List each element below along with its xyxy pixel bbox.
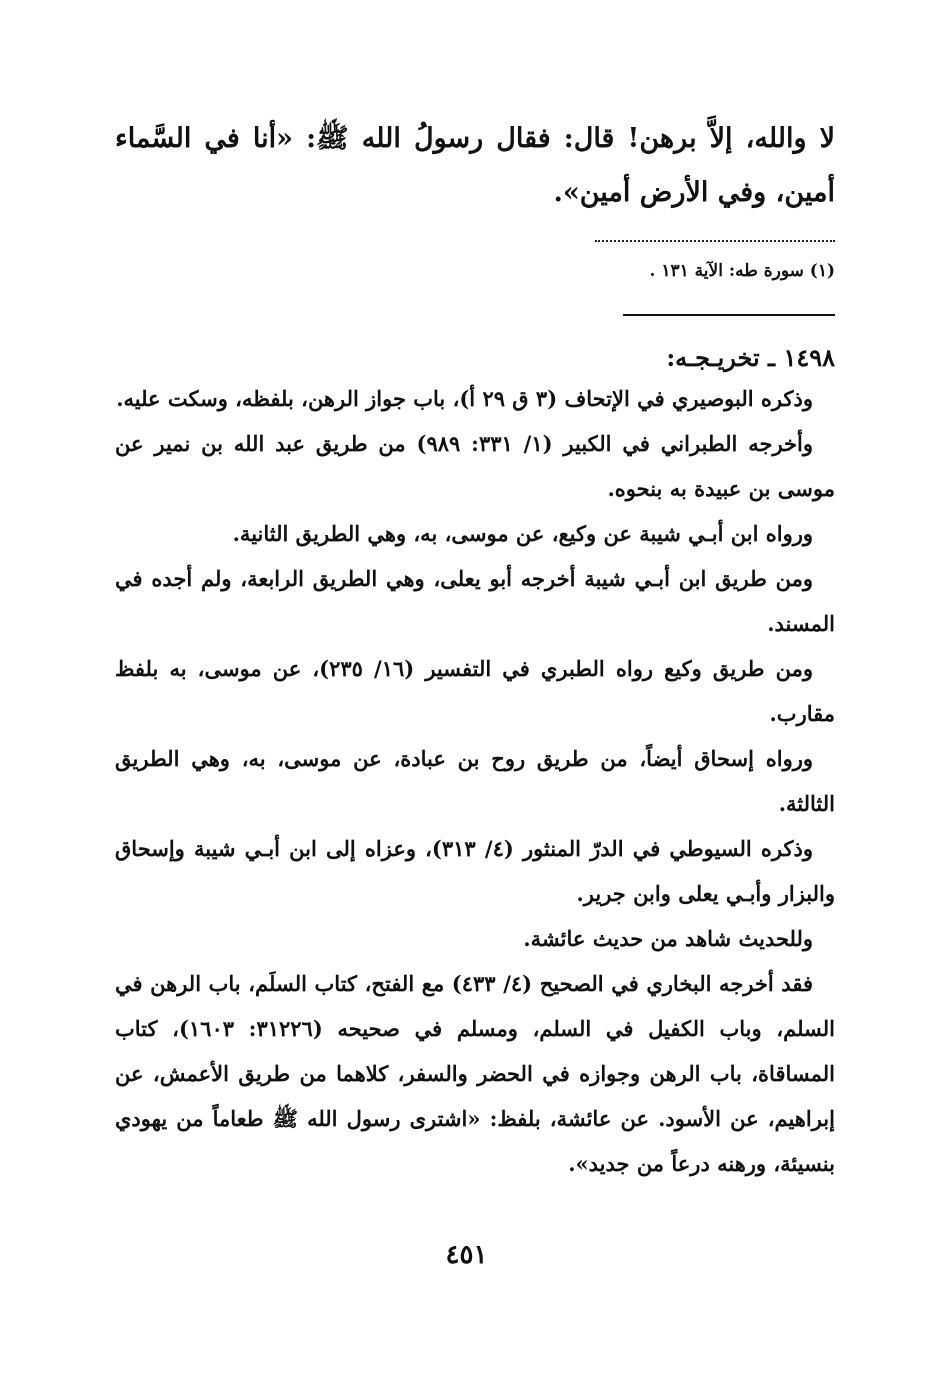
section-heading: ١٤٩٨ ـ تخريـجـه: (666, 343, 835, 372)
hadith-text: لا والله، إلاَّ برهن! قال: فقال رسولُ الله ﷺ: «أنا في السَّماء أمين، وفي الأرض أمين». (115, 123, 835, 208)
paragraph: وذكره السيوطي في الدرّ المنثور (٤/ ٣١٣)، وعزاه إلى ابن أبـي شيبة وإسحاق والبزار وأبـي يعلى وابن جرير. (115, 836, 835, 906)
paragraph: وذكره البوصيري في الإتحاف (٣ ق ٢٩ أ)، باب جواز الرهن، بلفظه، وسكت عليه. (116, 386, 813, 411)
paragraph: وأخرجه الطبراني في الكبير (١/ ٣٣١: ٩٨٩) من طريق عبد الله بن نمير عن موسى بن عبيدة به بنحوه. (115, 431, 835, 501)
footnote: (١) سورة طه: الآية ١٣١ . (649, 261, 835, 281)
footnote-separator (595, 240, 835, 242)
paragraph: ورواه ابن أبـي شيبة عن وكيع، عن موسى، به، وهي الطريق الثانية. (232, 521, 813, 546)
page-body (115, 112, 835, 1186)
paragraph: فقد أخرجه البخاري في الصحيح (٤/ ٤٣٣) مع الفتح، كتاب السلَم، باب الرهن في السلم، وباب الكفيل في السلم، ومسلم في صحيحه (٣١٢٢٦: ١٦٠٣)، كتاب المساقاة، باب الرهن وجوازه في الحضر والسفر، كلاهما من طريق الأعمش، عن إبراهيم، عن الأسود. عن عائشة، بلفظ: «اشترى رسول الله ﷺ طعاماً من يهودي بنسيئة، ورهنه درعاً من جديد». (115, 971, 835, 1176)
paragraph: وللحديث شاهد من حديث عائشة. (523, 926, 813, 951)
paragraph: ورواه إسحاق أيضاً، من طريق روح بن عبادة، عن موسى، به، وهي الطريق الثالثة. (115, 746, 835, 816)
page-number: ٤٥١ (445, 1240, 488, 1270)
paragraph: ومن طريق ابن أبـي شيبة أخرجه أبو يعلى، وهي الطريق الرابعة، ولم أجده في المسند. (115, 566, 835, 636)
section-divider (623, 314, 835, 316)
paragraph: ومن طريق وكيع رواه الطبري في التفسير (١٦/ ٢٣٥)، عن موسى، به بلفظ مقارب. (115, 656, 835, 726)
